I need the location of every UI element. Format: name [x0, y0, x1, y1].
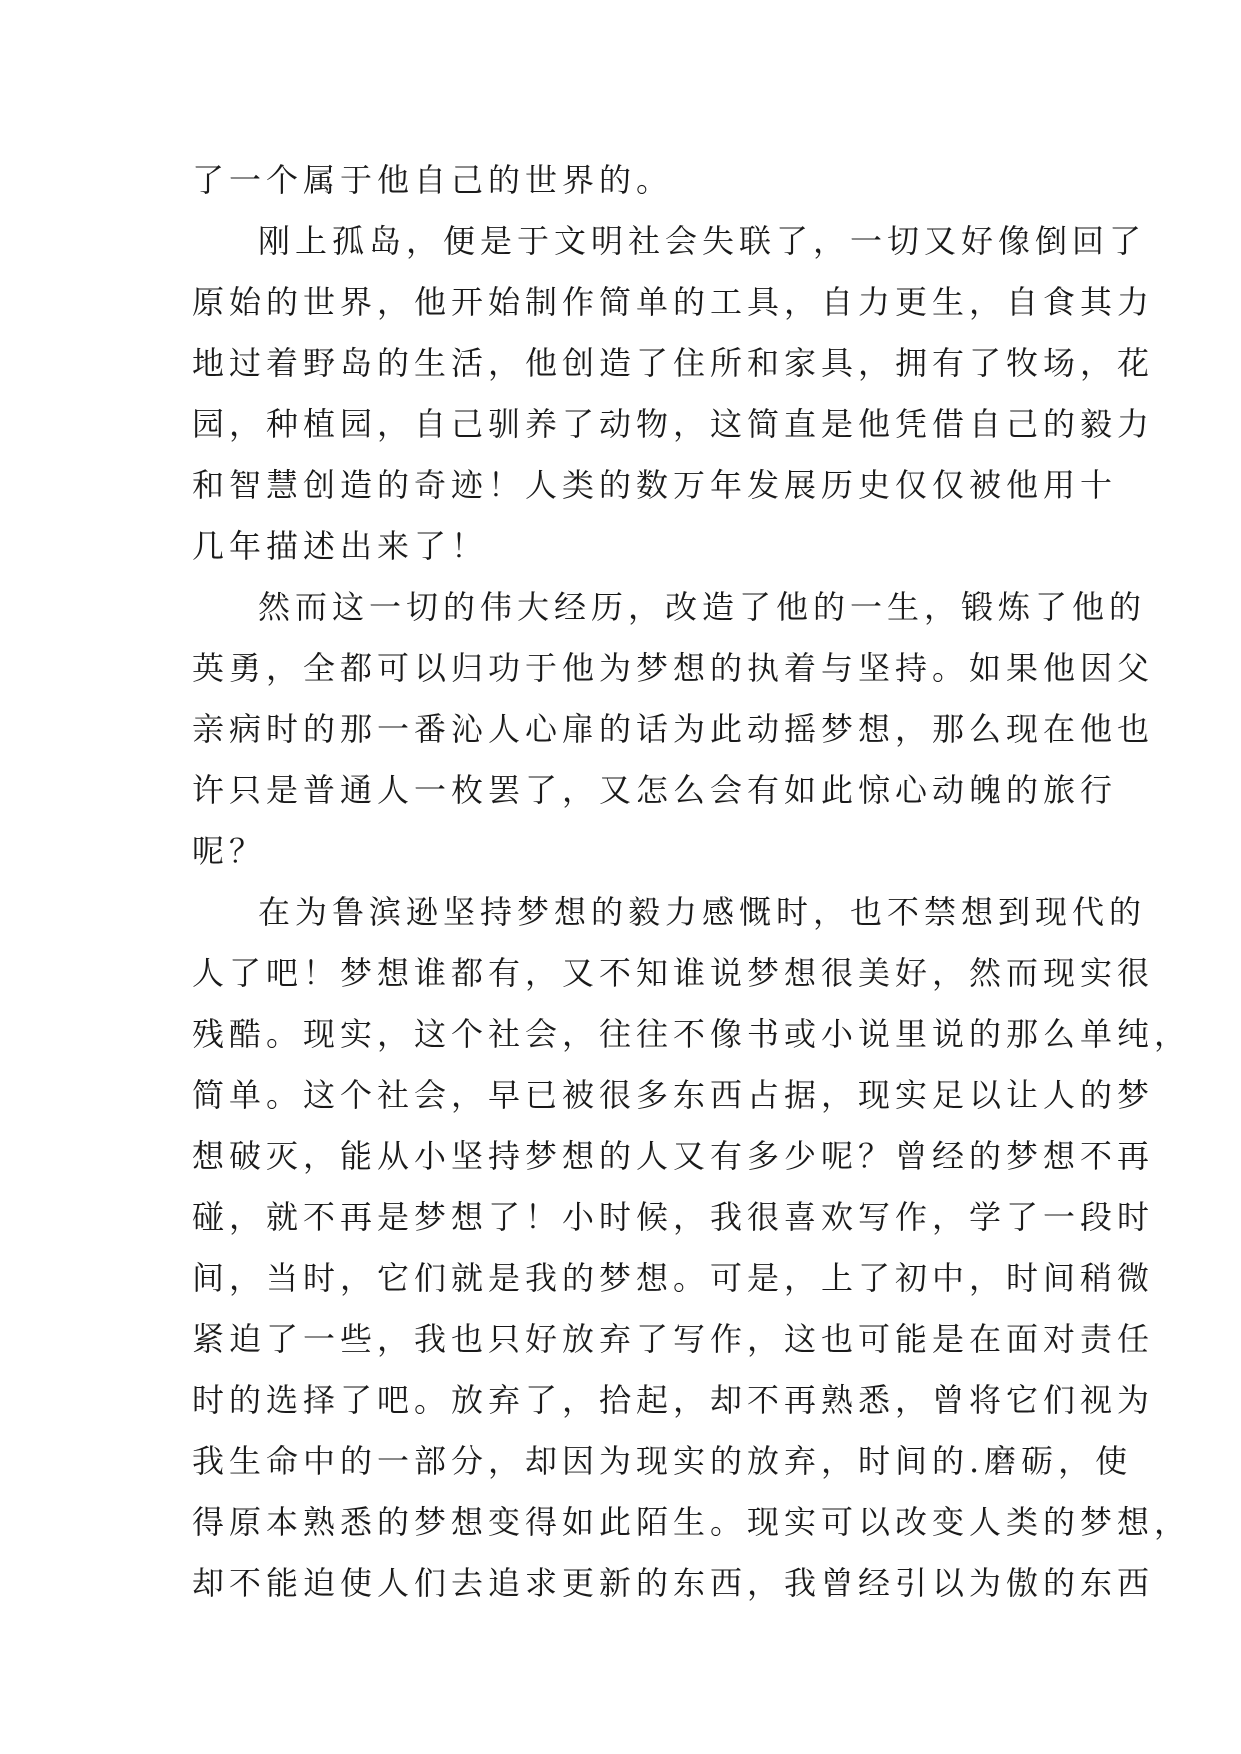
text-line: 几年描述出来了！ [192, 527, 489, 565]
text-line: 地过着野岛的生活，他创造了住所和家具，拥有了牧场，花 [192, 344, 1155, 382]
body-text [192, 150, 1192, 1614]
text-line: 原始的世界，他开始制作简单的工具，自力更生，自食其力 [192, 283, 1155, 321]
text-line: 想破灭，能从小坚持梦想的人又有多少呢？曾经的梦想不再 [192, 1137, 1155, 1175]
paragraph-first-line: 然而这一切的伟大经历，改造了他的一生，锻炼了他的 [258, 588, 1147, 626]
text-line: 简单。这个社会，早已被很多东西占据，现实足以让人的梦 [192, 1076, 1155, 1114]
text-line: 园，种植园，自己驯养了动物，这简直是他凭借自己的毅力 [192, 405, 1155, 443]
text-line: 了一个属于他自己的世界的。 [192, 161, 674, 199]
text-line: 亲病时的那一番沁人心扉的话为此动摇梦想，那么现在他也 [192, 710, 1155, 748]
text-line: 却不能迫使人们去追求更新的东西，我曾经引以为傲的东西 [192, 1564, 1155, 1602]
paragraph-first-line: 在为鲁滨逊坚持梦想的毅力感慨时，也不禁想到现代的 [258, 893, 1147, 931]
text-line: 我生命中的一部分，却因为现实的放弃，时间的.磨砺，使 [192, 1442, 1133, 1480]
text-line: 许只是普通人一枚罢了，又怎么会有如此惊心动魄的旅行 [192, 771, 1118, 809]
text-line: 残酷。现实，这个社会，往往不像书或小说里说的那么单纯， [192, 1015, 1192, 1053]
text-line: 得原本熟悉的梦想变得如此陌生。现实可以改变人类的梦想， [192, 1503, 1192, 1541]
text-line: 呢？ [192, 832, 267, 870]
text-line: 紧迫了一些，我也只好放弃了写作，这也可能是在面对责任 [192, 1320, 1155, 1358]
text-line: 碰，就不再是梦想了！小时候，我很喜欢写作，学了一段时 [192, 1198, 1155, 1236]
text-line: 英勇，全都可以归功于他为梦想的执着与坚持。如果他因父 [192, 649, 1155, 687]
text-line: 和智慧创造的奇迹！人类的数万年发展历史仅仅被他用十 [192, 466, 1118, 504]
text-line: 人了吧！梦想谁都有，又不知谁说梦想很美好，然而现实很 [192, 954, 1155, 992]
text-line: 时的选择了吧。放弃了，拾起，却不再熟悉，曾将它们视为 [192, 1381, 1155, 1419]
paragraph-first-line: 刚上孤岛，便是于文明社会失联了，一切又好像倒回了 [258, 222, 1147, 260]
text-line: 间，当时，它们就是我的梦想。可是，上了初中，时间稍微 [192, 1259, 1155, 1297]
